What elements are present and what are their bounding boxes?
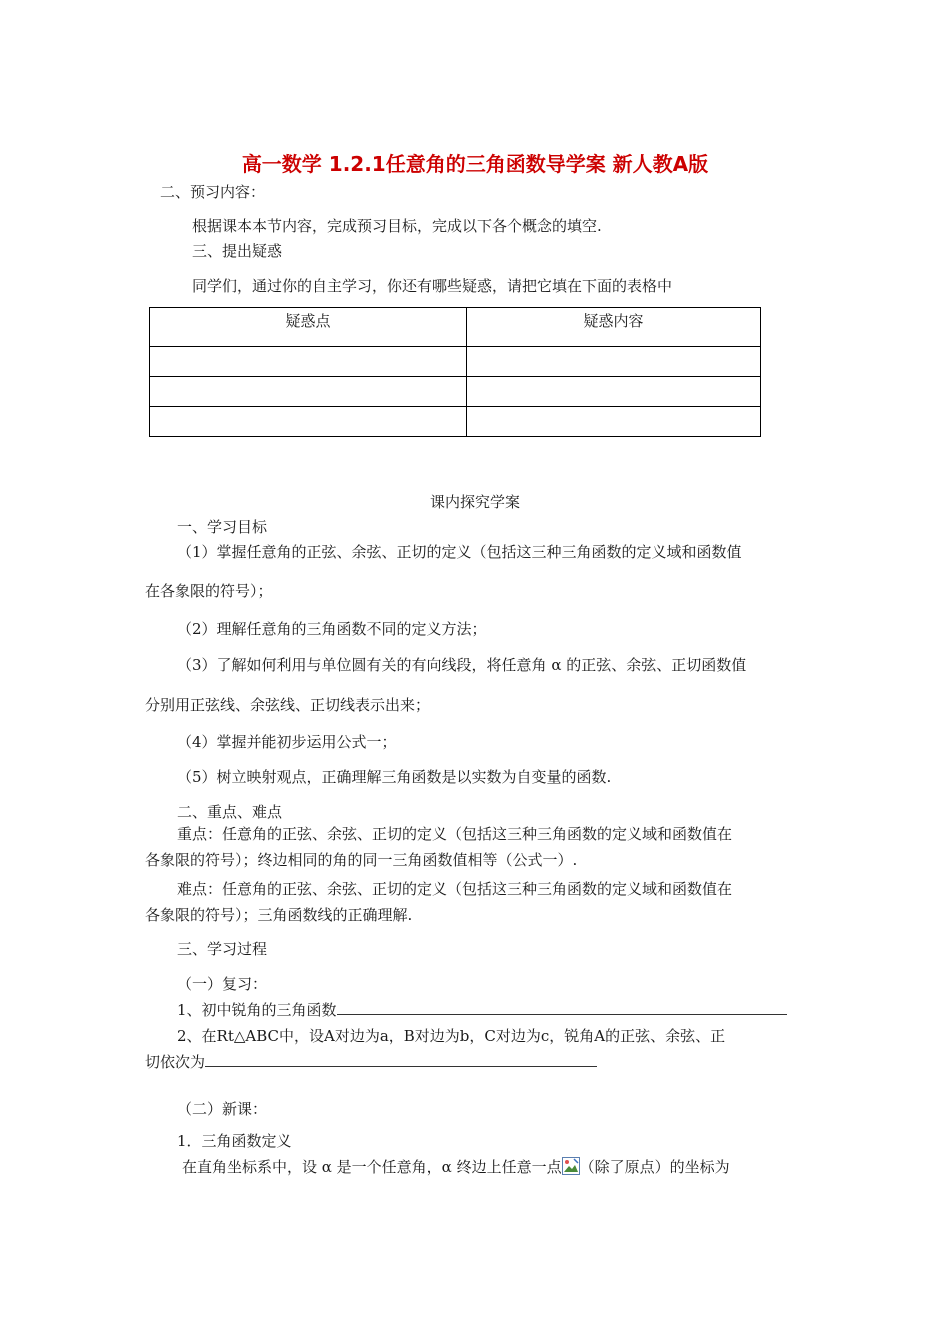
answer-blank-1[interactable] — [337, 1002, 787, 1015]
document-title: 高一数学 1.2.1任意角的三角函数导学案 新人教A版 — [241, 152, 709, 176]
table-cell[interactable] — [150, 407, 467, 437]
review-item-1 — [177, 999, 787, 1020]
table-cell[interactable] — [150, 377, 467, 407]
table-row — [150, 377, 761, 407]
review-item-2-text: 切依次为 — [145, 1053, 206, 1071]
preview-heading: 二、预习内容： — [160, 183, 266, 201]
goal-1-line-1: （1）掌握任意角的正弦、余弦、正切的定义（包括这三种三角函数的定义域和函数值 — [177, 543, 742, 561]
difficulty-line-2: 各象限的符号）；三角函数线的正确理解. — [145, 906, 413, 924]
table-cell[interactable] — [467, 407, 761, 437]
broken-image-icon — [562, 1157, 580, 1175]
table-header-cell: 疑惑点 — [150, 308, 467, 347]
table-header-row — [150, 308, 761, 347]
questions-heading: 三、提出疑惑 — [192, 242, 283, 260]
table-row — [150, 347, 761, 377]
table-header-cell: 疑惑内容 — [467, 308, 761, 347]
review-item-2-line-1: 2、在Rt△ABC中，设A对边为a，B对边为b，C对边为c，锐角A的正弦、余弦、正 — [177, 1027, 726, 1045]
goal-1-line-2: 在各象限的符号）； — [145, 582, 273, 600]
goal-2: （2）理解任意角的三角函数不同的定义方法； — [177, 620, 487, 638]
goal-5: （5）树立映射观点，正确理解三角函数是以实数为自变量的函数. — [177, 768, 612, 786]
preview-text: 根据课本本节内容，完成预习目标，完成以下各个概念的填空. — [192, 217, 602, 235]
table-cell[interactable] — [467, 347, 761, 377]
definition-text-part-1: 在直角坐标系中，设 α 是一个任意角，α 终边上任意一点 — [182, 1158, 562, 1176]
review-item-2-line-2 — [145, 1051, 597, 1072]
key-line-2: 各象限的符号）；终边相同的角的同一三角函数值相等（公式一）. — [145, 851, 578, 869]
questions-text: 同学们，通过你的自主学习，你还有哪些疑惑，请把它填在下面的表格中 — [192, 277, 673, 295]
goal-4: （4）掌握并能初步运用公式一； — [177, 733, 397, 751]
process-heading: 三、学习过程 — [177, 940, 268, 958]
table-cell[interactable] — [467, 377, 761, 407]
definition-heading: 1．三角函数定义 — [177, 1132, 292, 1150]
review-heading: （一）复习： — [177, 975, 268, 993]
definition-text-part-2: （除了原点）的坐标为 — [579, 1158, 730, 1176]
goal-3-line-2: 分别用正弦线、余弦线、正切线表示出来； — [145, 696, 431, 714]
difficulty-line-1: 难点：任意角的正弦、余弦、正切的定义（包括这三种三角函数的定义域和函数值在 — [177, 880, 733, 898]
section-title: 课内探究学案 — [429, 493, 520, 511]
goal-3-line-1: （3）了解如何利用与单位圆有关的有向线段，将任意角 α 的正弦、余弦、正切函数值 — [177, 656, 747, 674]
review-item-1-text: 1、初中锐角的三角函数 — [177, 1001, 337, 1019]
answer-blank-2[interactable] — [205, 1054, 597, 1067]
key-line-1: 重点：任意角的正弦、余弦、正切的定义（包括这三种三角函数的定义域和函数值在 — [177, 825, 733, 843]
key-points-heading: 二、重点、难点 — [177, 803, 283, 821]
table-cell[interactable] — [150, 347, 467, 377]
goals-heading: 一、学习目标 — [177, 518, 268, 536]
table-row — [150, 407, 761, 437]
definition-text — [182, 1156, 730, 1177]
doubts-table — [149, 307, 761, 437]
new-lesson-heading: （二）新课： — [177, 1100, 268, 1118]
